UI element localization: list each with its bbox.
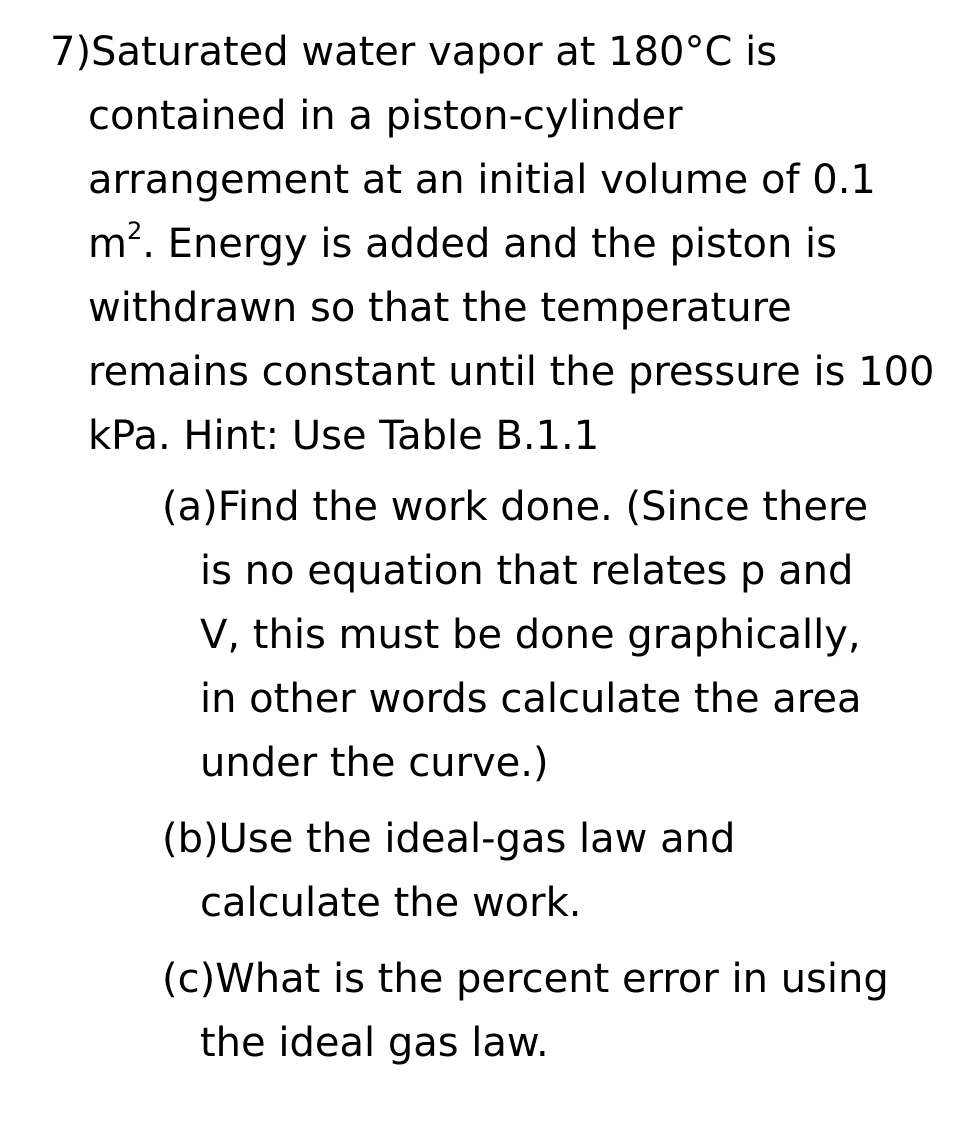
area-unit-superscript: 2 <box>126 217 143 245</box>
part-c-question: (c)What is the percent error in using the ideal gas law. <box>162 956 889 1066</box>
problem-block <box>50 20 950 1075</box>
part-b-question: (b)Use the ideal-gas law and calculate the work. <box>162 816 736 926</box>
problem-text-start: 7)Saturated water vapor at 180°C is contained in a piston-cylinder arrangement at an initial volume of 0.1 m <box>50 29 876 267</box>
problem-statement <box>50 20 950 468</box>
problem-text-end: . Energy is added and the piston is withdrawn so that the temperature remains constant until the pressure is 100 kPa. Hint: Use Table B.1.1 <box>88 221 935 459</box>
part-a-question: (a)Find the work done. (Since there is no equation that relates p and V, this must be done graphically, in other words calculate the area under the curve.) <box>162 484 869 786</box>
